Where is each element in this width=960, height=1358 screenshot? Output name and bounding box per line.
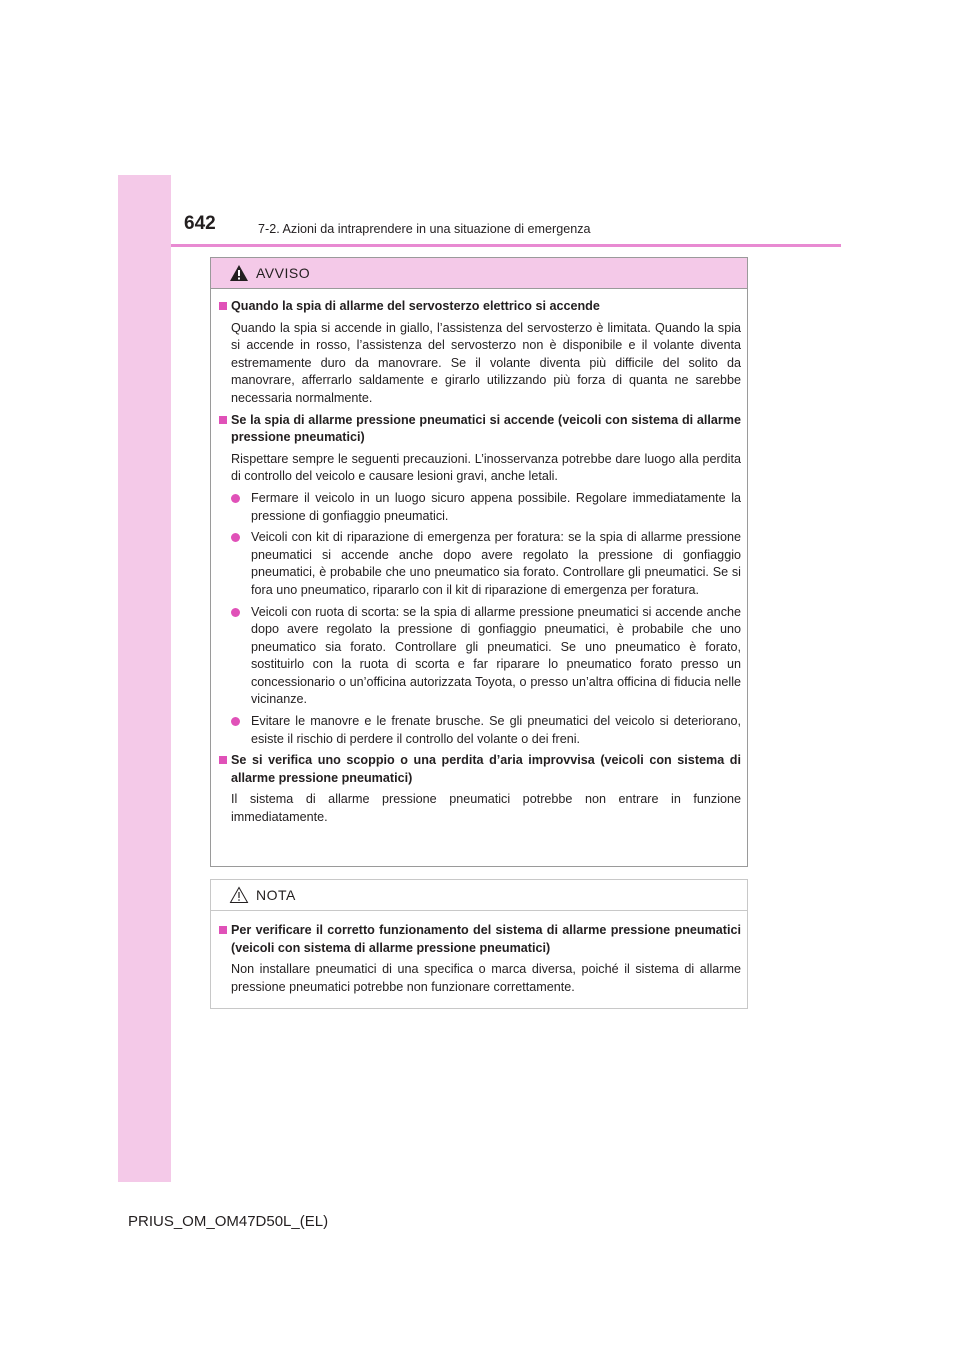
item-title: Quando la spia di allarme del servosterzo elettrico si accende bbox=[231, 299, 600, 313]
item-body: Rispettare sempre le seguenti precauzioni. L’inosservanza potrebbe dare luogo alla perdita di controllo del veicolo e causare lesioni gravi, anche letali. bbox=[231, 451, 741, 484]
square-bullet-icon bbox=[219, 302, 227, 310]
list-item bbox=[229, 713, 741, 748]
item-title: Se la spia di allarme pressione pneumatici si accende (veicoli con sistema di allarme pressione pneumatici) bbox=[231, 412, 741, 445]
item-title: Per verificare il corretto funzionamento del sistema di allarme pressione pneumatici (veicoli con sistema di allarme pressione pneumatici) bbox=[231, 923, 741, 955]
square-bullet-icon bbox=[219, 756, 227, 764]
page-number: 642 bbox=[184, 213, 216, 234]
bullet-text: Veicoli con ruota di scorta: se la spia di allarme pressione pneumatici si accende anche dopo avere regolato la pressione di gonfiaggio pneumatici, è probabile che uno pneumatico sia forato. Controllare gli pneumatici. Se uno pneumatico è forato, sostituirlo con la ruota di scorta e far riparare lo pneumatico forato presso un concessionario o un’officina autorizzata Toyota, o presso un’altra officina di fiducia nelle vicinanze. bbox=[251, 604, 741, 707]
square-bullet-icon bbox=[219, 416, 227, 424]
warning-label: AVVISO bbox=[256, 265, 311, 281]
section-title: 7-2. Azioni da intraprendere in una situazione di emergenza bbox=[258, 222, 591, 236]
bullet-text: Evitare le manovre e le frenate brusche. Se gli pneumatici del veicolo si deteriorano, esiste il rischio di perdere il controllo del volante o dei freni. bbox=[251, 714, 741, 746]
warning-item bbox=[219, 298, 741, 408]
item-body: Quando la spia si accende in giallo, l’assistenza del servosterzo è limitata. Quando la spia si accende in rosso, l’assistenza del servosterzo non è disponibile e il volante diventa estremamente duro da manovrare. Se il volante diventa più difficile del solito da manovrare, afferrarlo saldamente e girarlo utilizzando più forza di quanta ne sarebbe necessaria normalmente. bbox=[231, 320, 741, 405]
side-color-band bbox=[118, 175, 171, 1182]
document-code: PRIUS_OM_OM47D50L_(EL) bbox=[128, 1213, 329, 1230]
item-body: Non installare pneumatici di una specifica o marca diversa, poiché il sistema di allarme pressione pneumatici potrebbe non funzionare correttamente. bbox=[231, 962, 741, 994]
square-bullet-icon bbox=[219, 926, 227, 934]
list-item bbox=[229, 490, 741, 525]
caution-triangle-icon bbox=[229, 886, 249, 904]
circle-bullet-icon bbox=[231, 494, 240, 503]
note-header bbox=[211, 880, 747, 911]
note-label: NOTA bbox=[256, 887, 296, 903]
circle-bullet-icon bbox=[231, 608, 240, 617]
warning-item bbox=[219, 412, 741, 749]
header-rule bbox=[171, 244, 841, 247]
warning-triangle-icon bbox=[229, 264, 249, 282]
circle-bullet-icon bbox=[231, 717, 240, 726]
warning-header bbox=[211, 258, 747, 289]
warning-box bbox=[210, 257, 748, 867]
circle-bullet-icon bbox=[231, 533, 240, 542]
warning-item bbox=[219, 752, 741, 826]
item-body: Il sistema di allarme pressione pneumatici potrebbe non entrare in funzione immediatamente. bbox=[231, 792, 741, 825]
note-item bbox=[219, 922, 741, 996]
list-item bbox=[229, 604, 741, 710]
bullet-text: Fermare il veicolo in un luogo sicuro appena possibile. Regolare immediatamente la pressione di gonfiaggio pneumatici. bbox=[251, 490, 741, 523]
note-content bbox=[219, 922, 741, 1000]
list-item bbox=[229, 529, 741, 599]
bullet-text: Veicoli con kit di riparazione di emergenza per foratura: se la spia di allarme pressione pneumatici si accende anche dopo avere regolato la pressione di gonfiaggio pneumatici, è probabile che uno pneumatico sia forato. Controllare gli pneumatici. Se si fora uno pneumatico, ripararlo con il kit di riparazione di emergenza per foratura. bbox=[251, 530, 741, 597]
item-title: Se si verifica uno scoppio o una perdita d’aria improvvisa (veicoli con sistema di allarme pressione pneumatici) bbox=[231, 753, 741, 785]
note-box bbox=[210, 879, 748, 1009]
warning-content bbox=[219, 298, 741, 831]
